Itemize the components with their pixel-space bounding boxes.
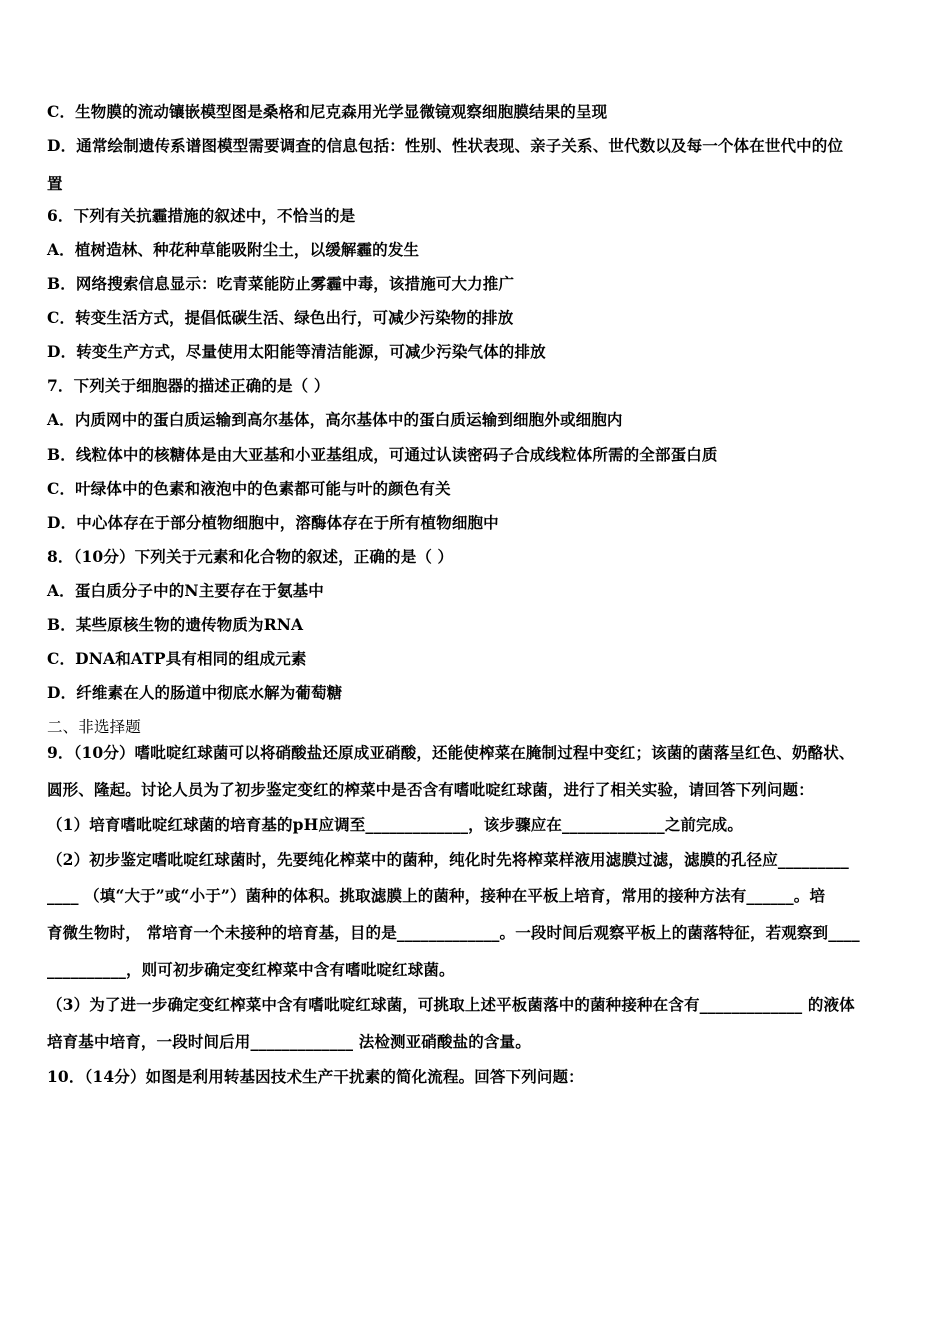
question-9-part-3-line-2: 培育基中培育，一段时间后用_____________ 法检测亚硝酸盐的含量。 xyxy=(47,1032,531,1051)
section-heading: 二、非选择题 xyxy=(47,718,141,736)
question-8-option-c: C．DNA和ATP具有相同的组成元素 xyxy=(47,649,307,668)
question-7-stem: 7．下列关于细胞器的描述正确的是（ ） xyxy=(47,376,330,395)
question-9-stem: 9．（10分）嗜吡啶红球菌可以将硝酸盐还原成亚硝酸，还能使榨菜在腌制过程中变红；该菌的菌落呈红色、奶酪状、 xyxy=(47,743,855,762)
question-9-part-2-line-4: __________，则可初步确定变红榨菜中含有嗜吡啶红球菌。 xyxy=(47,960,455,979)
option-d-line: D．通常绘制遗传系谱图模型需要调查的信息包括：性别、性状表现、亲子关系、世代数以及每一个体在世代中的位 xyxy=(47,136,844,155)
question-7-option-a: A．内质网中的蛋白质运输到高尔基体，高尔基体中的蛋白质运输到细胞外或细胞内 xyxy=(47,410,623,429)
question-9-part-1: （1）培育嗜吡啶红球菌的培育基的pH应调至_____________，该步骤应在_____________之前完成。 xyxy=(47,815,743,834)
question-6-option-b: B．网络搜索信息显示：吃青菜能防止雾霾中毒，该措施可大力推广 xyxy=(47,274,515,293)
question-8-option-a: A．蛋白质分子中的N主要存在于氨基中 xyxy=(47,581,324,600)
question-7-option-b: B．线粒体中的核糖体是由大亚基和小亚基组成，可通过认读密码子合成线粒体所需的全部蛋白质 xyxy=(47,445,718,464)
option-d-continuation: 置 xyxy=(47,174,63,193)
question-9-part-2-line-3: 育微生物时， 常培育一个未接种的培育基，目的是_____________。一段时间后观察平板上的菌落特征，若观察到____ xyxy=(47,923,860,942)
question-8-option-b: B．某些原核生物的遗传物质为RNA xyxy=(47,615,304,634)
question-8-stem: 8．（10分）下列关于元素和化合物的叙述，正确的是（ ） xyxy=(47,547,454,566)
question-8-option-d: D．纤维素在人的肠道中彻底水解为葡萄糖 xyxy=(47,683,343,702)
question-9-part-3: （3）为了进一步确定变红榨菜中含有嗜吡啶红球菌，可挑取上述平板菌落中的菌种接种在含有_____________ 的液体 xyxy=(47,995,855,1014)
question-9-part-2-line-2: ____ （填“大于”或“小于”）菌种的体积。挑取滤膜上的菌种，接种在平板上培育，常用的接种方法有______。培 xyxy=(47,886,826,905)
question-9-part-2: （2）初步鉴定嗜吡啶红球菌时，先要纯化榨菜中的菌种，纯化时先将榨菜样液用滤膜过滤，滤膜的孔径应_________ xyxy=(47,850,849,869)
question-10-stem: 10．（14分）如图是利用转基因技术生产干扰素的简化流程。回答下列问题： xyxy=(47,1067,584,1086)
question-6-stem: 6．下列有关抗霾措施的叙述中，不恰当的是 xyxy=(47,206,356,225)
question-9-stem-continuation: 圆形、隆起。讨论人员为了初步鉴定变红的榨菜中是否含有嗜吡啶红球菌，进行了相关实验，请回答下列问题： xyxy=(47,780,814,799)
question-6-option-c: C．转变生活方式，提倡低碳生活、绿色出行，可减少污染物的排放 xyxy=(47,308,514,327)
option-c-line: C．生物膜的流动镶嵌模型图是桑格和尼克森用光学显微镜观察细胞膜结果的呈现 xyxy=(47,102,608,121)
question-7-option-c: C．叶绿体中的色素和液泡中的色素都可能与叶的颜色有关 xyxy=(47,479,451,498)
question-7-option-d: D．中心体存在于部分植物细胞中，溶酶体存在于所有植物细胞中 xyxy=(47,513,499,532)
question-6-option-a: A．植树造林、种花种草能吸附尘土，以缓解霾的发生 xyxy=(47,240,420,259)
question-6-option-d: D．转变生产方式，尽量使用太阳能等清洁能源，可减少污染气体的排放 xyxy=(47,342,546,361)
